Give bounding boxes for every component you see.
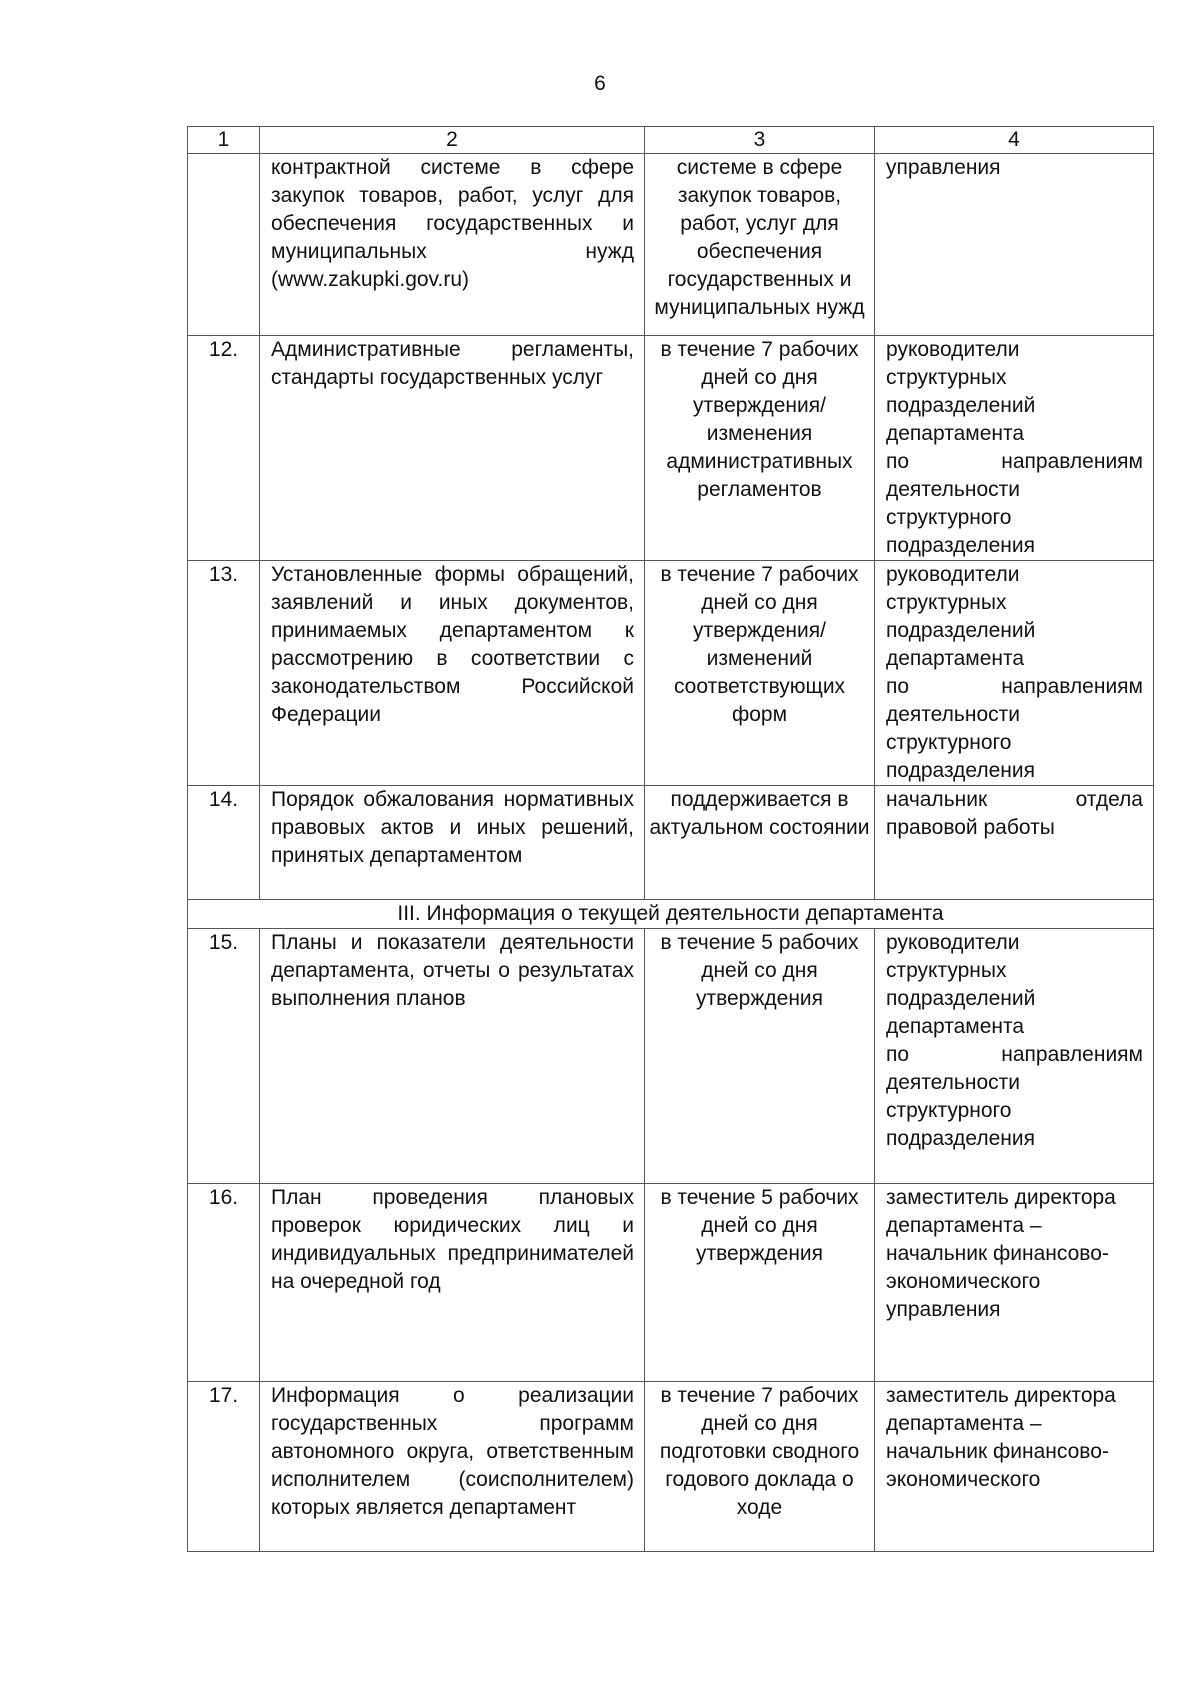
deadline: системе в сфере закупок товаров, работ, услуг для обеспечения государственных и муниципальных нужд [645,154,875,336]
row-number: 17. [188,1382,260,1552]
responsible-part: руководители структурных подразделений департамента [886,563,1036,670]
responsible-part: руководители структурных подразделений департамента [886,338,1036,445]
table-header [188,127,1154,154]
info-description: Планы и показатели деятельности департамента, отчеты о результатах выполнения планов [260,929,645,1184]
responsible: заместитель директора департамента – начальник финансово-экономического управления [875,1184,1154,1382]
section-heading: III. Информация о текущей деятельности департамента [188,900,1154,929]
table-row [188,1382,1154,1552]
responsible-part: по направлениям [886,450,1143,473]
deadline: в течение 5 рабочих дней со дня утверждения [645,929,875,1184]
responsible [875,336,1154,561]
row-number: 12. [188,336,260,561]
header-col-4: 4 [875,127,1154,154]
info-description: контрактной системе в сфере закупок товаров, работ, услуг для обеспечения государственных и муниципальных нужд (www.zakupki.gov.ru) [260,154,645,336]
info-description: Установленные формы обращений, заявлений и иных документов, принимаемых департаментом к рассмотрению в соответствии с законодательством Российской Федерации [260,561,645,786]
page-number: 6 [594,72,606,95]
row-number: 15. [188,929,260,1184]
info-description: Административные регламенты, стандарты государственных услуг [260,336,645,561]
header-col-1: 1 [188,127,260,154]
info-description: План проведения плановых проверок юридических лиц и индивидуальных предпринимателей на очередной год [260,1184,645,1382]
table-row [188,561,1154,786]
responsible [875,929,1154,1184]
responsible-part: руководители структурных подразделений департамента [886,931,1036,1038]
deadline: в течение 5 рабочих дней со дня утверждения [645,1184,875,1382]
deadline: в течение 7 рабочих дней со дня утверждения/изменения административных регламентов [645,336,875,561]
table-row [188,929,1154,1184]
responsible-part: деятельности структурного подразделения [886,1071,1035,1150]
responsible: начальник отдела правовой работы [875,786,1154,900]
table-row [188,1184,1154,1382]
deadline: поддерживается в актуальном состоянии [645,786,875,900]
responsible: управления [875,154,1154,336]
row-number [188,154,260,336]
row-number: 13. [188,561,260,786]
responsible-part: деятельности структурного подразделения [886,478,1035,557]
responsible-part: деятельности структурного подразделения [886,703,1035,782]
section-row [188,900,1154,929]
responsible [875,561,1154,786]
deadline: в течение 7 рабочих дней со дня утверждения/изменений соответствующих форм [645,561,875,786]
document-table [187,126,1154,1552]
responsible-part: по направлениям [886,1043,1143,1066]
responsible-part: по направлениям [886,675,1143,698]
row-number: 16. [188,1184,260,1382]
table-row [188,786,1154,900]
header-row [188,127,1154,154]
info-description: Порядок обжалования нормативных правовых актов и иных решений, принятых департаментом [260,786,645,900]
header-col-3: 3 [645,127,875,154]
info-description: Информация о реализации государственных программ автономного округа, ответственным исполнителем (соисполнителем) которых является департамент [260,1382,645,1552]
responsible: заместитель директора департамента – начальник финансово-экономического [875,1382,1154,1552]
table-row [188,154,1154,336]
row-number: 14. [188,786,260,900]
header-col-2: 2 [260,127,645,154]
table-row [188,336,1154,561]
deadline: в течение 7 рабочих дней со дня подготовки сводного годового доклада о ходе [645,1382,875,1552]
